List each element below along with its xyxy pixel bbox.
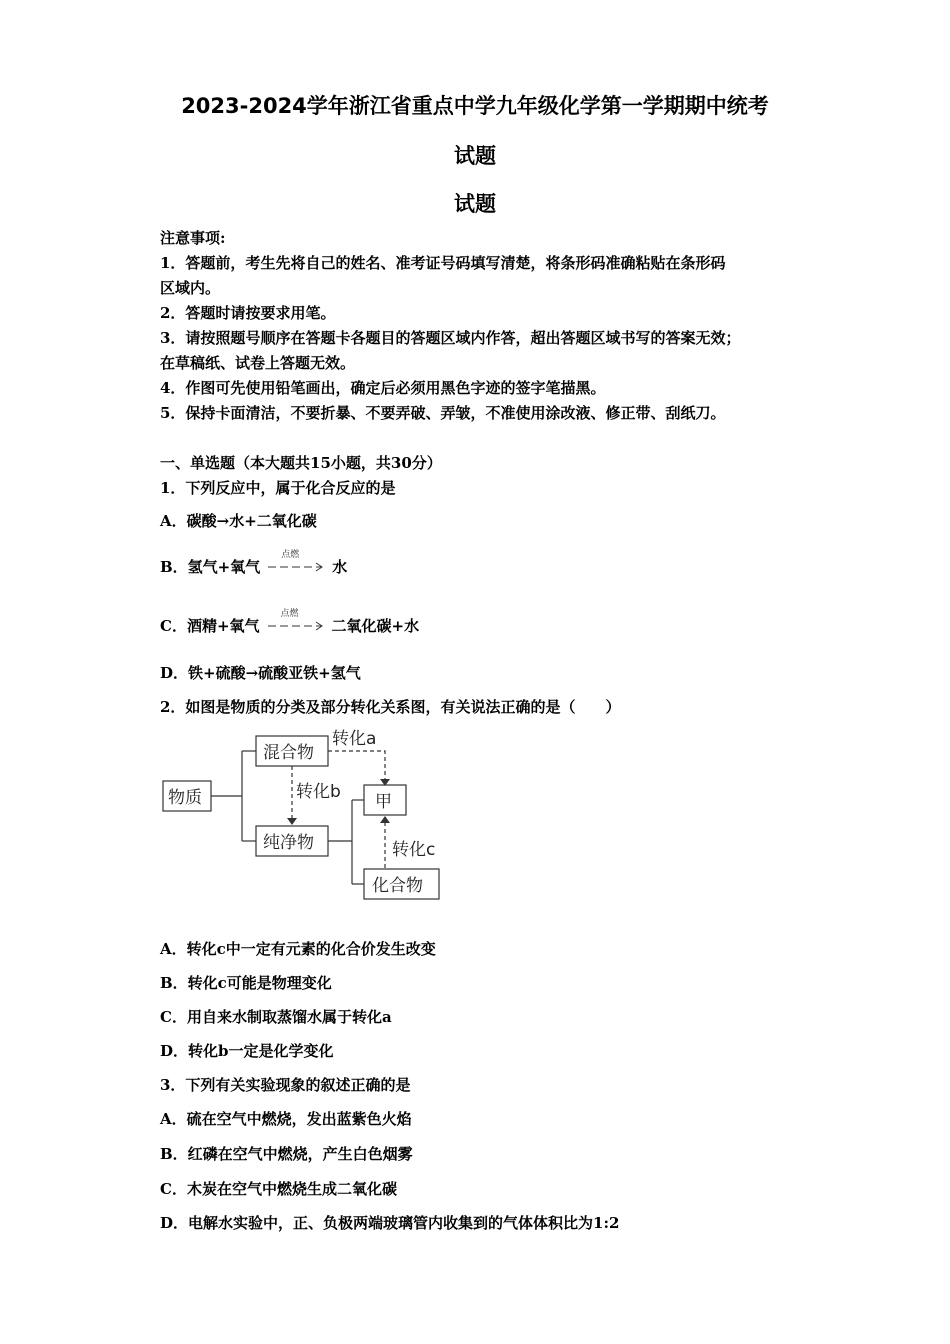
reaction-condition: 点燃 [281, 550, 300, 560]
q1-option-c-left: C．酒精+氧气 [160, 617, 260, 635]
reaction-condition: 点燃 [280, 609, 299, 619]
label-conversion-b: 转化b [296, 782, 341, 802]
notice-item-1-cont: 区域内。 [160, 279, 221, 297]
notice-item-2: 2．答题时请按要求用笔。 [160, 304, 336, 322]
page-title: 2023-2024学年浙江省重点中学九年级化学第一学期期中统考 [181, 94, 769, 118]
label-compound: 化合物 [372, 876, 423, 896]
classification-diagram [160, 725, 460, 905]
q3-option-c: C．木炭在空气中燃烧生成二氧化碳 [160, 1180, 397, 1198]
label-conversion-c: 转化c [392, 840, 436, 860]
label-pure: 纯净物 [263, 833, 314, 853]
q2-option-c: C．用自来水制取蒸馏水属于转化a [160, 1008, 392, 1026]
section-heading: 一、单选题（本大题共15小题，共30分） [160, 454, 442, 472]
q3-option-b: B．红磷在空气中燃烧，产生白色烟雾 [160, 1145, 413, 1163]
label-conversion-a: 转化a [332, 729, 377, 749]
q2-option-b: B．转化c可能是物理变化 [160, 974, 332, 992]
q1-option-b [160, 550, 348, 578]
notice-item-3-cont: 在草稿纸、试卷上答题无效。 [160, 354, 356, 372]
notice-heading: 注意事项: [160, 229, 226, 247]
notice-item-4: 4．作图可先使用铅笔画出，确定后必须用黑色字迹的签字笔描黑。 [160, 379, 606, 397]
q1-stem: 1．下列反应中，属于化合反应的是 [160, 479, 396, 497]
q1-option-c-right: 二氧化碳+水 [331, 617, 420, 635]
q2-option-d: D．转化b一定是化学变化 [160, 1042, 334, 1060]
reaction-arrow [266, 609, 326, 637]
arrow-icon [266, 621, 326, 631]
label-mixture: 混合物 [263, 743, 314, 763]
q1-option-c [160, 609, 420, 637]
q1-option-b-right: 水 [332, 558, 348, 576]
label-substance: 物质 [168, 788, 202, 808]
notice-item-3: 3．请按照题号顺序在答题卡各题目的答题区域内作答，超出答题区域书写的答案无效； [160, 329, 741, 347]
q3-option-d: D．电解水实验中，正、负极两端玻璃管内收集到的气体体积比为1:2 [160, 1214, 620, 1232]
q1-option-d: D．铁+硫酸→硫酸亚铁+氢气 [160, 664, 361, 682]
label-jia: 甲 [375, 792, 392, 812]
notice-item-5: 5．保持卡面清洁，不要折暴、不要弄破、弄皱，不准使用涂改液、修正带、刮纸刀。 [160, 404, 726, 422]
q2-option-a: A．转化c中一定有元素的化合价发生改变 [160, 940, 436, 958]
q1-option-b-left: B．氢气+氧气 [160, 558, 261, 576]
arrow-icon [266, 562, 326, 572]
q3-option-a: A．硫在空气中燃烧，发出蓝紫色火焰 [160, 1110, 412, 1128]
q3-stem: 3．下列有关实验现象的叙述正确的是 [160, 1076, 411, 1094]
q1-option-a: A．碳酸→水+二氧化碳 [160, 512, 317, 530]
page-subtitle: 试题 [454, 144, 496, 168]
reaction-arrow [266, 550, 326, 578]
page-subtitle-2: 试题 [454, 192, 496, 216]
notice-item-1: 1．答题前，考生先将自己的姓名、准考证号码填写清楚，将条形码准确粘贴在条形码 [160, 254, 726, 272]
q2-stem: 2．如图是物质的分类及部分转化关系图，有关说法正确的是（ ） [160, 698, 621, 716]
